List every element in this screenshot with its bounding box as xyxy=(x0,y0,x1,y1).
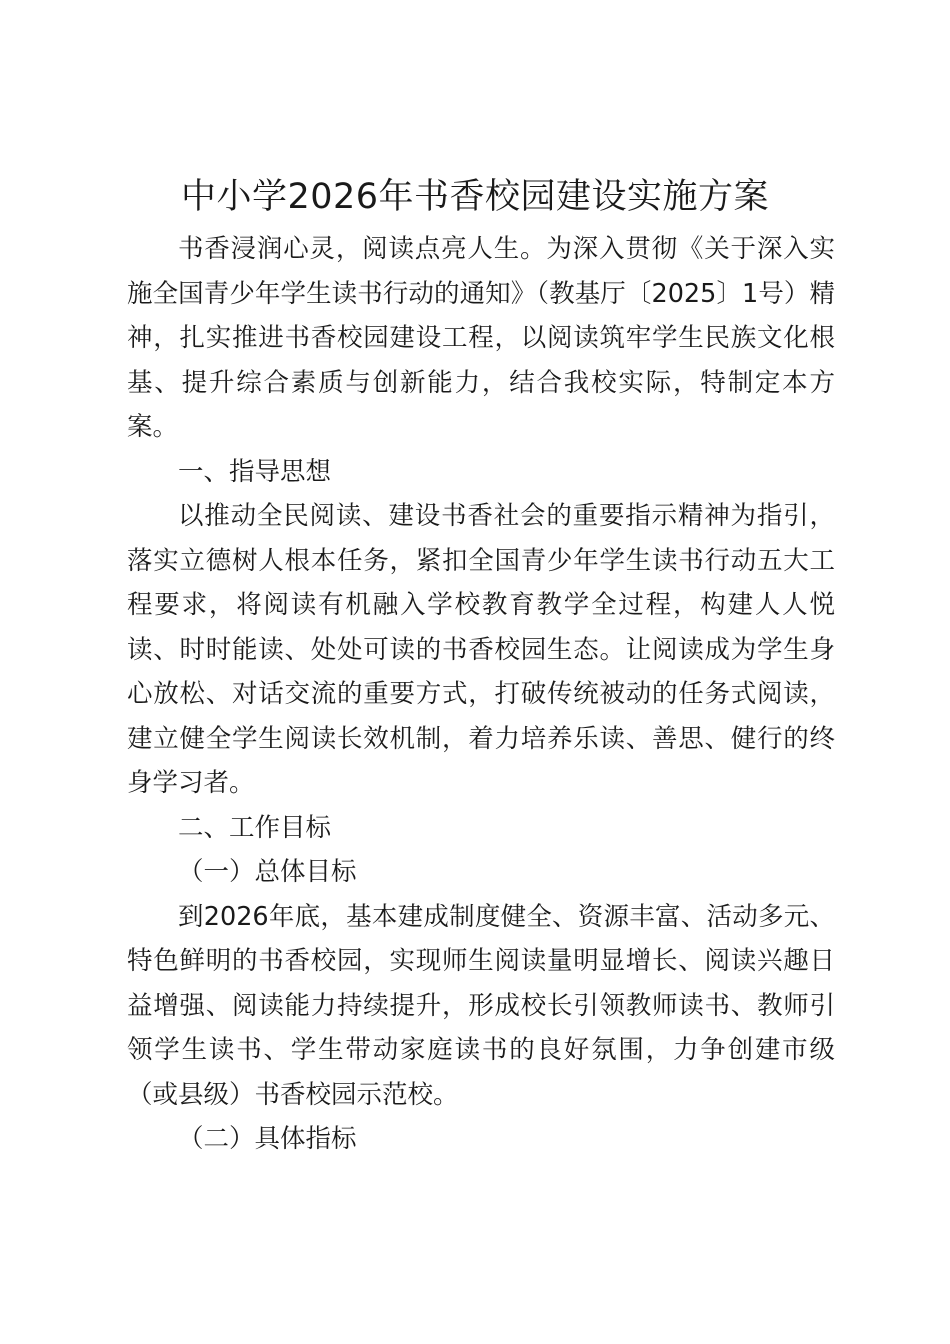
subsection-heading-overall-goal: （一）总体目标 xyxy=(178,857,357,887)
section-heading-guiding-ideology: 一、指导思想 xyxy=(178,456,332,487)
overall-goal-paragraph: 到2026年底，基本建成制度健全、资源丰富、活动多元、特色鲜明的书香校园，实现师生阅读量明显增长、阅读兴趣日益增强、阅读能力持续提升，形成校长引领教师读书、教师引领学生读书、学生带动家庭读书的良好氛围，力争创建市级（或县级）书香校园示范校。 xyxy=(127,901,835,1110)
subsection-heading-specific-indicators: （二）具体指标 xyxy=(178,1124,357,1154)
document-title: 中小学2026年书香校园建设实施方案 xyxy=(180,177,770,217)
document-body xyxy=(127,227,835,1162)
guiding-ideology-paragraph: 以推动全民阅读、建设书香社会的重要指示精神为指引，落实立德树人根本任务，紧扣全国青少年学生读书行动五大工程要求，将阅读有机融入学校教育教学全过程，构建人人悦读、时时能读、处处可读的书香校园生态。让阅读成为学生身心放松、对话交流的重要方式，打破传统被动的任务式阅读，建立健全学生阅读长效机制，着力培养乐读、善思、健行的终身学习者。 xyxy=(127,501,835,798)
intro-paragraph: 书香浸润心灵，阅读点亮人生。为深入贯彻《关于深入实施全国青少年学生读书行动的通知》（教基厅〔2025〕1号）精神，扎实推进书香校园建设工程，以阅读筑牢学生民族文化根基、提升综合素质与创新能力，结合我校实际，特制定本方案。 xyxy=(127,234,835,442)
section-heading-work-goals: 二、工作目标 xyxy=(178,812,332,843)
